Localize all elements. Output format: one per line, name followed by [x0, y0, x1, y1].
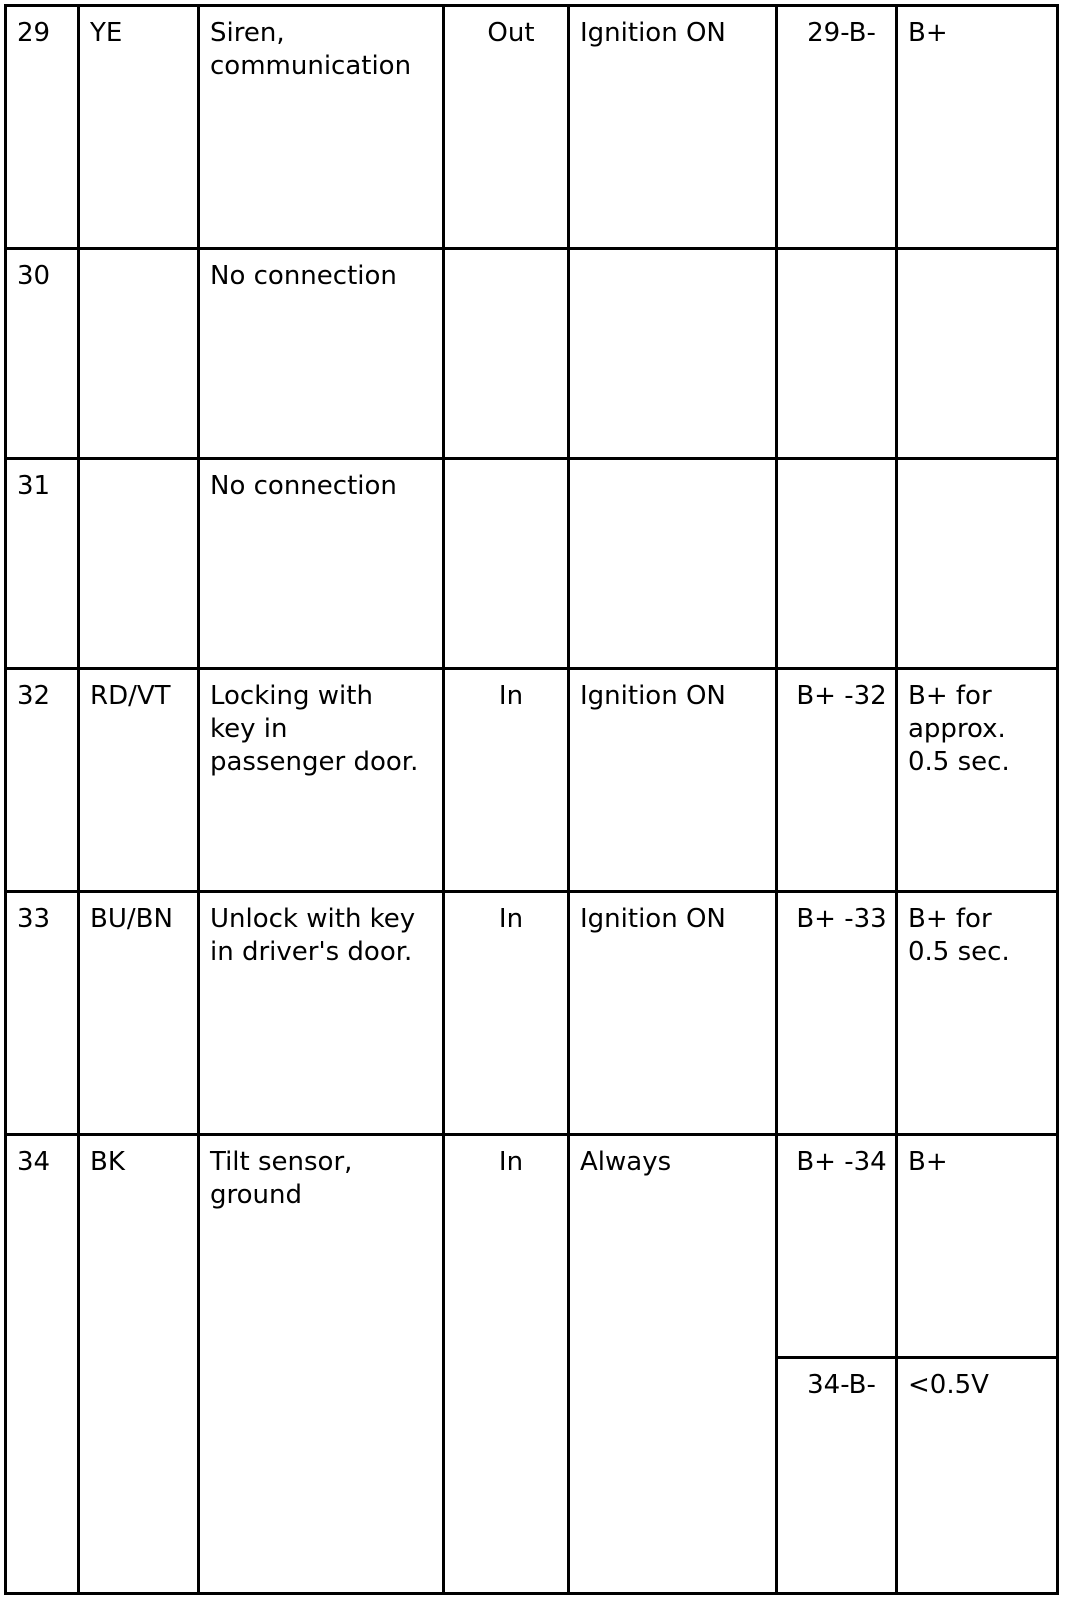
pin-number: 29	[6, 6, 79, 249]
measure-points: B+ -34	[777, 1135, 897, 1358]
wire-color: YE	[79, 6, 199, 249]
wire-color	[79, 249, 199, 459]
pin-function: Tilt sensor, ground	[199, 1135, 444, 1594]
signal-direction	[444, 459, 569, 669]
measure-points: B+ -32	[777, 669, 897, 892]
pin-table	[4, 4, 1059, 1595]
pin-function: No connection	[199, 249, 444, 459]
table-row	[6, 669, 1058, 892]
pin-number: 33	[6, 892, 79, 1135]
wire-color	[79, 459, 199, 669]
pin-number: 30	[6, 249, 79, 459]
table-row	[6, 1135, 1058, 1358]
test-condition: Always	[569, 1135, 777, 1594]
test-condition: Ignition ON	[569, 669, 777, 892]
signal-direction: In	[444, 669, 569, 892]
table-row	[6, 249, 1058, 459]
expected-value: <0.5V	[897, 1358, 1058, 1594]
table-row	[6, 459, 1058, 669]
wire-color: RD/VT	[79, 669, 199, 892]
pin-function: Locking with key in passenger door.	[199, 669, 444, 892]
signal-direction	[444, 249, 569, 459]
expected-value	[897, 459, 1058, 669]
signal-direction: Out	[444, 6, 569, 249]
measure-points: 29-B-	[777, 6, 897, 249]
expected-value: B+ for approx. 0.5 sec.	[897, 669, 1058, 892]
expected-value: B+	[897, 1135, 1058, 1358]
test-condition: Ignition ON	[569, 892, 777, 1135]
measure-points: B+ -33	[777, 892, 897, 1135]
pin-function: Unlock with key in driver's door.	[199, 892, 444, 1135]
expected-value: B+ for 0.5 sec.	[897, 892, 1058, 1135]
pin-function: No connection	[199, 459, 444, 669]
measure-points	[777, 249, 897, 459]
expected-value: B+	[897, 6, 1058, 249]
wire-color: BK	[79, 1135, 199, 1594]
signal-direction: In	[444, 892, 569, 1135]
table-row	[6, 6, 1058, 249]
expected-value	[897, 249, 1058, 459]
pin-number: 31	[6, 459, 79, 669]
pin-number: 34	[6, 1135, 79, 1594]
test-condition	[569, 459, 777, 669]
test-condition	[569, 249, 777, 459]
pin-function: Siren, communication	[199, 6, 444, 249]
wire-color: BU/BN	[79, 892, 199, 1135]
measure-points: 34-B-	[777, 1358, 897, 1594]
test-condition: Ignition ON	[569, 6, 777, 249]
measure-points	[777, 459, 897, 669]
table-row	[6, 892, 1058, 1135]
signal-direction: In	[444, 1135, 569, 1594]
pin-number: 32	[6, 669, 79, 892]
